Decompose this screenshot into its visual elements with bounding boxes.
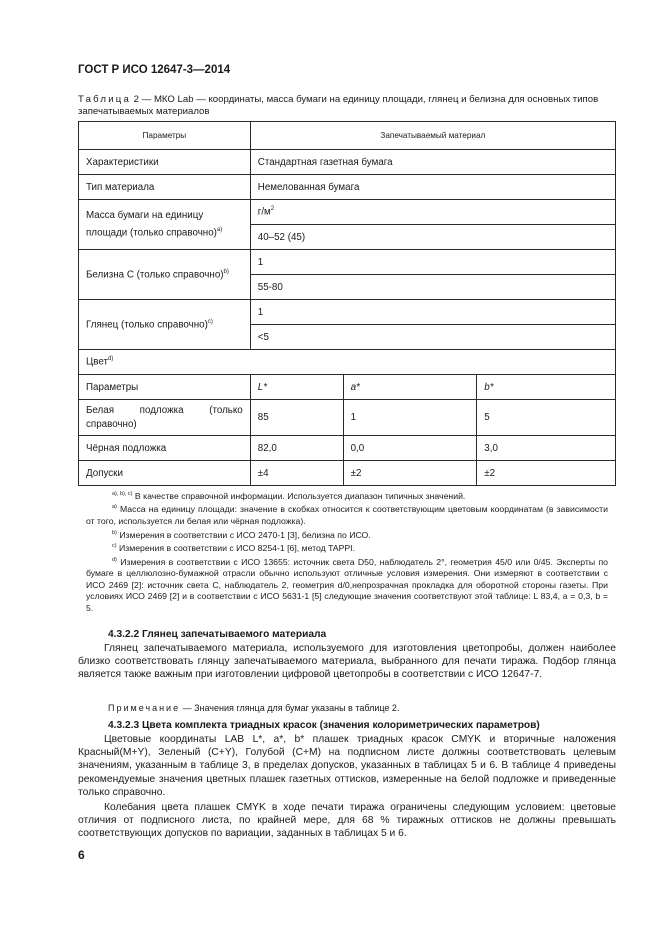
color-label-cell (79, 350, 616, 375)
note-text: — Значения глянца для бумаг указаны в таблице 2. (180, 703, 400, 713)
color-L-header: L* (250, 375, 343, 400)
table-row-label: Допуски (79, 461, 251, 486)
gloss-label-cell (79, 300, 251, 350)
table-footnotes (86, 489, 608, 614)
whiteness-sub: 1 (250, 250, 615, 275)
table-row-label: Белая подложка (только справочно) (79, 400, 251, 436)
gloss-footnote-ref: c) (207, 318, 213, 325)
footnote-d (86, 555, 608, 615)
mass-label: Масса бумаги на единицу площади (только справочно) (86, 209, 217, 239)
table-cell: 5 (477, 400, 616, 436)
footnote-a-text: Масса на единицу площади: значение в скобках относится к соответствующим цветовым координатам (в зависимости от того, используется ли белая или чёрная подложка). (86, 504, 608, 526)
mass-unit-cell (250, 200, 615, 225)
footnote-c (86, 541, 608, 554)
material-type-value: Немелованная бумага (250, 175, 615, 200)
header-params: Параметры (79, 122, 251, 150)
caption-prefix: Таблица (78, 94, 132, 105)
table-caption (78, 94, 616, 118)
footnote-a (86, 502, 608, 527)
section-4323-paragraph-2: Колебания цвета плашек CMYK в ходе печати тиража ограничены следующим условием: цветовые отличия от подписного листа, по крайней мере, для 68 % тиражных оттисков не должны превышать соответствующих допусков по вариации, заданных в таблицах 5 и 6. (78, 802, 616, 840)
table-cell: ±2 (477, 461, 616, 486)
footnote-b (86, 528, 608, 541)
footnote-d-text: Измерения в соответствии с ИСО 13655: источник света D50, наблюдатель 2°, геометрия 45/0 или 0/45. Эксперты по бумаге в целлюлозно-бумажной отрасли обычно используют отличные условия измерения. Они измеряют в соответствии с ИСО 2469 [2]: источник света С, наблюдатель 2, геометрия d/0,непрозрачная прокладка для оборотной стороны газеты. При условиях ИСО 2469 [2] и в соответствии с ИСО 5631-1 [5] следующие значения соответствуют этой таблице: L 83,4, a = 0,3, b = 5. (86, 556, 608, 613)
table-cell: 82,0 (250, 436, 343, 461)
mass-unit-sup: 2 (270, 206, 275, 213)
footnote-abc (86, 489, 608, 502)
table-cell: 1 (343, 400, 477, 436)
note-label: Примечание (108, 703, 181, 713)
color-a-header: a* (343, 375, 477, 400)
mass-footnote-ref: a) (216, 226, 223, 233)
section-4323-title: 4.3.2.3 Цвета комплекта триадных красок (значения колориметрических параметров) (108, 720, 540, 731)
material-type-label: Тип материала (79, 175, 251, 200)
footnote-abc-ref: a), b), c) (112, 491, 133, 497)
header-material: Запечатываемый материал (250, 122, 615, 150)
table-cell: 0,0 (343, 436, 477, 461)
table-row-label: Чёрная подложка (79, 436, 251, 461)
section-4322-text: Глянец запечатываемого материала, используемого для изготовления цветопробы, должен наиболее близко соответствовать глянцу запечатываемого материала, выбранного для печати тиража. Подбор глянца является также важным при изготовлении цифровой цветопробы в соответствии с ИСО 12647-7. (78, 643, 616, 681)
table-cell: ±4 (250, 461, 343, 486)
mass-label-cell (79, 200, 251, 250)
gloss-sub: 1 (250, 300, 615, 325)
color-b-header: b* (477, 375, 616, 400)
mass-unit: г/м (257, 206, 271, 218)
whiteness-value: 55-80 (250, 275, 615, 300)
footnote-b-ref: b) (112, 529, 117, 536)
characteristics-label: Характеристики (79, 150, 251, 175)
table-cell: 3,0 (477, 436, 616, 461)
mass-value: 40–52 (45) (250, 225, 615, 250)
page-number: 6 (78, 848, 85, 862)
footnote-b-text: Измерения в соответствии с ИСО 2470-1 [3], белизна по ИСО. (119, 529, 371, 540)
footnote-a-ref: a) (112, 504, 117, 511)
document-header: ГОСТ Р ИСО 12647-3—2014 (78, 64, 231, 76)
footnote-abc-text: В качестве справочной информации. Используется диапазон типичных значений. (134, 490, 466, 501)
table-cell: 85 (250, 400, 343, 436)
color-footnote-ref: d) (107, 356, 114, 363)
whiteness-label: Белизна С (только справочно) (86, 269, 224, 281)
whiteness-footnote-ref: b) (223, 268, 229, 275)
color-params-label: Параметры (79, 375, 251, 400)
gloss-label: Глянец (только справочно) (86, 319, 208, 331)
section-4322-title: 4.3.2.2 Глянец запечатываемого материала (108, 629, 327, 640)
note (108, 703, 399, 713)
gloss-value: <5 (250, 325, 615, 350)
characteristics-value: Стандартная газетная бумага (250, 150, 615, 175)
section-4323-paragraph-1: Цветовые координаты LAB L*, a*, b* плашек триадных красок CMYK и вторичные наложения Красный(M+Y), Зеленый (C+Y), Голубой (C+M) на подписном листе должны соответствовать целевым значениям, указанным в таблице 3, в пределах допусков, указанных в таблицах 5 и 6. В таблице 4 приведены рекомендуемые значения цветных плашек газетных оттисков, измеренные на белой подложке и приведенные только справочно. (78, 734, 616, 798)
whiteness-label-cell (79, 250, 251, 300)
footnote-d-ref: d) (112, 556, 117, 563)
color-label: Цвет (86, 356, 108, 368)
footnote-c-ref: c) (112, 543, 117, 550)
caption-text: 2 — МКО Lab — координаты, масса бумаги на единицу площади, глянец и белизна для основных типов запечатываемых материалов (78, 94, 599, 117)
footnote-c-text: Измерения в соответствии с ИСО 8254-1 [6], метод TAPPI. (119, 542, 355, 553)
paper-parameters-table (78, 121, 616, 486)
table-cell: ±2 (343, 461, 477, 486)
